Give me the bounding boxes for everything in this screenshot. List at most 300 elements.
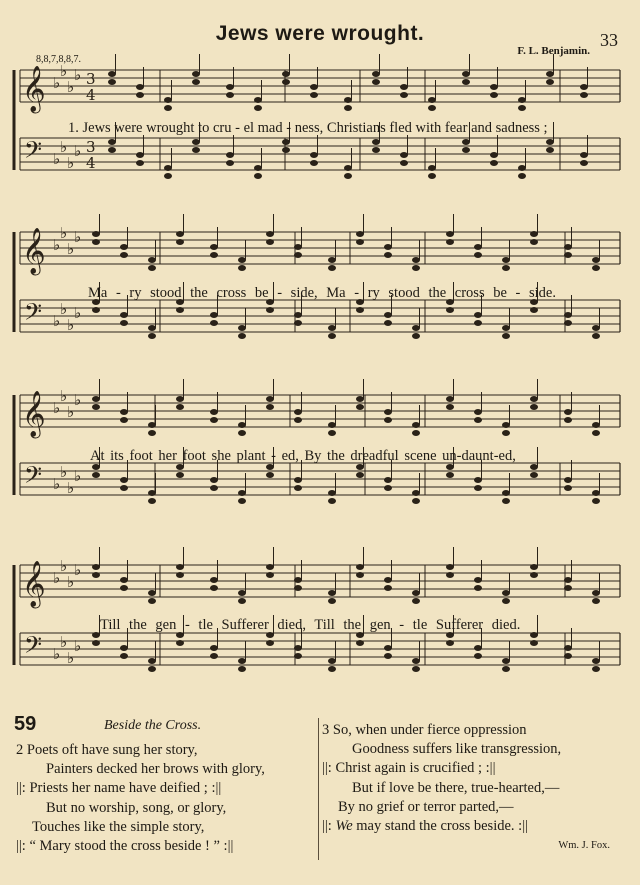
note-head bbox=[310, 160, 318, 166]
author-credit: Wm. J. Fox. bbox=[558, 840, 610, 851]
time-signature: 4 bbox=[86, 154, 96, 172]
note-head bbox=[210, 244, 218, 250]
note-head bbox=[592, 422, 600, 428]
note-head bbox=[176, 564, 184, 570]
note-head bbox=[564, 485, 572, 491]
note-head bbox=[328, 422, 336, 428]
note-head bbox=[580, 152, 588, 158]
note-head bbox=[210, 577, 218, 583]
note-head bbox=[210, 252, 218, 258]
note-head bbox=[530, 640, 538, 646]
note-head bbox=[120, 417, 128, 423]
note-head bbox=[564, 477, 572, 483]
note-head bbox=[238, 658, 246, 664]
treble-clef: 𝄞 bbox=[22, 228, 46, 274]
note-head bbox=[328, 265, 336, 271]
lyric-line-1: 1. Jews were wrought to cru - el mad - ness, Christians fled with fear and sadness ; bbox=[68, 120, 548, 136]
note-head bbox=[384, 244, 392, 250]
note-head bbox=[254, 97, 262, 103]
note-head bbox=[238, 257, 246, 263]
note-head bbox=[238, 490, 246, 496]
note-head bbox=[164, 165, 172, 171]
note-head bbox=[136, 92, 144, 98]
flat-sign: ♭ bbox=[74, 637, 82, 655]
note-head bbox=[592, 325, 600, 331]
note-head bbox=[462, 147, 470, 153]
note-head bbox=[92, 564, 100, 570]
note-head bbox=[238, 590, 246, 596]
note-head bbox=[446, 307, 454, 313]
note-head bbox=[210, 477, 218, 483]
note-head bbox=[294, 417, 302, 423]
note-head bbox=[210, 312, 218, 318]
note-head bbox=[502, 490, 510, 496]
verse-line: ||: “ Mary stood the cross beside ! ” :|| bbox=[16, 838, 234, 855]
note-head bbox=[580, 160, 588, 166]
flat-sign: ♭ bbox=[67, 479, 75, 497]
note-head bbox=[328, 430, 336, 436]
flat-sign: ♭ bbox=[53, 399, 61, 417]
note-head bbox=[462, 139, 470, 145]
note-head bbox=[148, 325, 156, 331]
verse-line: 3 So, when under fierce oppression bbox=[322, 722, 527, 738]
flat-sign: ♭ bbox=[53, 150, 61, 168]
note-head bbox=[266, 640, 274, 646]
note-head bbox=[474, 244, 482, 250]
note-head bbox=[502, 333, 510, 339]
flat-sign: ♭ bbox=[74, 304, 82, 322]
note-head bbox=[148, 265, 156, 271]
note-head bbox=[462, 79, 470, 85]
note-head bbox=[226, 92, 234, 98]
note-head bbox=[384, 645, 392, 651]
note-head bbox=[266, 239, 274, 245]
note-head bbox=[148, 498, 156, 504]
note-head bbox=[474, 585, 482, 591]
flat-sign: ♭ bbox=[53, 74, 61, 92]
verse-line: Goodness suffers like transgression, bbox=[352, 741, 562, 758]
note-head bbox=[148, 598, 156, 604]
note-head bbox=[164, 105, 172, 111]
note-head bbox=[92, 239, 100, 245]
note-head bbox=[490, 84, 498, 90]
flat-sign: ♭ bbox=[67, 316, 75, 334]
note-head bbox=[384, 485, 392, 491]
note-head bbox=[502, 658, 510, 664]
note-head bbox=[282, 79, 290, 85]
note-head bbox=[266, 396, 274, 402]
note-head bbox=[148, 422, 156, 428]
note-head bbox=[92, 231, 100, 237]
note-head bbox=[530, 472, 538, 478]
note-head bbox=[412, 498, 420, 504]
note-head bbox=[148, 590, 156, 596]
note-head bbox=[564, 320, 572, 326]
note-head bbox=[530, 239, 538, 245]
note-head bbox=[502, 430, 510, 436]
note-head bbox=[564, 417, 572, 423]
note-head bbox=[176, 404, 184, 410]
verse-line: Touches like the simple story, bbox=[32, 818, 205, 835]
note-head bbox=[120, 320, 128, 326]
note-head bbox=[446, 472, 454, 478]
note-head bbox=[108, 139, 116, 145]
note-head bbox=[120, 477, 128, 483]
note-head bbox=[310, 84, 318, 90]
note-head bbox=[446, 572, 454, 578]
lyric-line-4: Till the gen - tle Sufferer died, Till the gen - tle Sufferer died. bbox=[100, 617, 521, 633]
note-head bbox=[428, 165, 436, 171]
note-head bbox=[136, 152, 144, 158]
note-head bbox=[344, 105, 352, 111]
note-head bbox=[294, 585, 302, 591]
flat-sign: ♭ bbox=[60, 62, 68, 80]
time-signature: 3 bbox=[86, 138, 96, 156]
note-head bbox=[372, 79, 380, 85]
flat-sign: ♭ bbox=[74, 142, 82, 160]
note-head bbox=[344, 165, 352, 171]
note-head bbox=[210, 320, 218, 326]
note-head bbox=[92, 640, 100, 646]
note-head bbox=[592, 265, 600, 271]
note-head bbox=[120, 252, 128, 258]
flat-sign: ♭ bbox=[53, 236, 61, 254]
note-head bbox=[462, 71, 470, 77]
note-head bbox=[412, 430, 420, 436]
hymn-title-heading: Jews were wrought. bbox=[215, 22, 425, 45]
verse-line: ||: Priests her name have deified ; :|| bbox=[16, 780, 222, 797]
note-head bbox=[176, 640, 184, 646]
note-head bbox=[108, 147, 116, 153]
note-head bbox=[282, 139, 290, 145]
note-head bbox=[384, 409, 392, 415]
note-head bbox=[412, 333, 420, 339]
note-head bbox=[294, 252, 302, 258]
note-head bbox=[120, 577, 128, 583]
note-head bbox=[546, 71, 554, 77]
lyric-line-3: At its foot her foot she plant - ed, By the dreadful scene un-daunt-ed, bbox=[90, 448, 516, 464]
flat-sign: ♭ bbox=[74, 561, 82, 579]
note-head bbox=[474, 653, 482, 659]
flat-sign: ♭ bbox=[60, 557, 68, 575]
note-head bbox=[356, 307, 364, 313]
note-head bbox=[226, 152, 234, 158]
note-head bbox=[92, 396, 100, 402]
note-head bbox=[564, 312, 572, 318]
note-head bbox=[344, 173, 352, 179]
note-head bbox=[356, 640, 364, 646]
flat-sign: ♭ bbox=[53, 475, 61, 493]
note-head bbox=[564, 585, 572, 591]
note-head bbox=[148, 490, 156, 496]
note-head bbox=[294, 577, 302, 583]
flat-sign: ♭ bbox=[74, 66, 82, 84]
verse-line: By no grief or terror parted,— bbox=[338, 798, 514, 815]
verse-line: But no worship, song, or glory, bbox=[46, 799, 227, 816]
flat-sign: ♭ bbox=[74, 391, 82, 409]
verse-line: 2 Poets oft have sung her story, bbox=[16, 742, 198, 758]
note-head bbox=[412, 658, 420, 664]
note-head bbox=[446, 239, 454, 245]
note-head bbox=[446, 640, 454, 646]
note-head bbox=[328, 658, 336, 664]
note-head bbox=[530, 307, 538, 313]
note-head bbox=[192, 71, 200, 77]
note-head bbox=[546, 147, 554, 153]
note-head bbox=[592, 498, 600, 504]
note-head bbox=[328, 490, 336, 496]
note-head bbox=[282, 147, 290, 153]
verse-line: ||: We may stand the cross beside. :|| bbox=[322, 818, 528, 835]
note-head bbox=[474, 485, 482, 491]
note-head bbox=[564, 653, 572, 659]
note-head bbox=[328, 325, 336, 331]
flat-sign: ♭ bbox=[67, 649, 75, 667]
flat-sign: ♭ bbox=[53, 645, 61, 663]
note-head bbox=[474, 409, 482, 415]
note-head bbox=[518, 97, 526, 103]
note-head bbox=[356, 572, 364, 578]
note-head bbox=[176, 396, 184, 402]
note-head bbox=[238, 422, 246, 428]
note-head bbox=[502, 666, 510, 672]
verse-line: ||: Christ again is crucified ; :|| bbox=[322, 760, 496, 777]
note-head bbox=[238, 430, 246, 436]
note-head bbox=[164, 97, 172, 103]
note-head bbox=[518, 173, 526, 179]
note-head bbox=[266, 564, 274, 570]
note-head bbox=[92, 572, 100, 578]
note-head bbox=[502, 422, 510, 428]
note-head bbox=[108, 79, 116, 85]
note-head bbox=[530, 231, 538, 237]
note-head bbox=[400, 152, 408, 158]
note-head bbox=[372, 139, 380, 145]
note-head bbox=[546, 79, 554, 85]
note-head bbox=[226, 84, 234, 90]
note-head bbox=[518, 165, 526, 171]
note-head bbox=[294, 645, 302, 651]
flat-sign: ♭ bbox=[60, 387, 68, 405]
note-head bbox=[210, 645, 218, 651]
note-head bbox=[266, 572, 274, 578]
bass-clef: 𝄢 bbox=[24, 136, 43, 169]
flat-sign: ♭ bbox=[67, 403, 75, 421]
note-head bbox=[474, 477, 482, 483]
note-head bbox=[356, 404, 364, 410]
note-head bbox=[384, 653, 392, 659]
note-head bbox=[446, 396, 454, 402]
note-head bbox=[148, 666, 156, 672]
note-head bbox=[474, 417, 482, 423]
note-head bbox=[592, 430, 600, 436]
note-head bbox=[294, 244, 302, 250]
note-head bbox=[400, 92, 408, 98]
flat-sign: ♭ bbox=[67, 240, 75, 258]
flat-sign: ♭ bbox=[60, 463, 68, 481]
bass-clef: 𝄢 bbox=[24, 298, 43, 331]
note-head bbox=[592, 658, 600, 664]
note-head bbox=[356, 239, 364, 245]
note-head bbox=[400, 160, 408, 166]
note-head bbox=[328, 666, 336, 672]
verse-2 bbox=[16, 741, 265, 856]
note-head bbox=[254, 105, 262, 111]
time-signature: 3 bbox=[86, 70, 96, 88]
note-head bbox=[502, 598, 510, 604]
note-head bbox=[294, 320, 302, 326]
note-head bbox=[474, 252, 482, 258]
note-head bbox=[490, 152, 498, 158]
note-head bbox=[266, 472, 274, 478]
note-head bbox=[446, 564, 454, 570]
bass-clef: 𝄢 bbox=[24, 631, 43, 664]
note-head bbox=[210, 585, 218, 591]
note-head bbox=[120, 645, 128, 651]
note-head bbox=[502, 325, 510, 331]
note-head bbox=[384, 577, 392, 583]
note-head bbox=[328, 333, 336, 339]
note-head bbox=[412, 325, 420, 331]
note-head bbox=[238, 265, 246, 271]
note-head bbox=[356, 564, 364, 570]
note-head bbox=[176, 307, 184, 313]
note-head bbox=[226, 160, 234, 166]
note-head bbox=[400, 84, 408, 90]
bass-clef: 𝄢 bbox=[24, 461, 43, 494]
note-head bbox=[530, 396, 538, 402]
note-head bbox=[254, 165, 262, 171]
composer-credit: F. L. Benjamin. bbox=[517, 45, 590, 57]
page-number: 33 bbox=[600, 30, 618, 50]
note-head bbox=[428, 105, 436, 111]
flat-sign: ♭ bbox=[53, 569, 61, 587]
note-head bbox=[490, 92, 498, 98]
hymn-subtitle: Beside the Cross. bbox=[104, 718, 202, 733]
note-head bbox=[164, 173, 172, 179]
note-head bbox=[310, 92, 318, 98]
note-head bbox=[384, 585, 392, 591]
note-head bbox=[328, 598, 336, 604]
note-head bbox=[356, 231, 364, 237]
column-divider bbox=[318, 718, 319, 860]
verse-line: But if love be there, true-hearted,— bbox=[352, 779, 560, 796]
verse-line: Painters decked her brows with glory, bbox=[46, 761, 265, 778]
note-head bbox=[238, 598, 246, 604]
note-head bbox=[412, 598, 420, 604]
flat-sign: ♭ bbox=[74, 467, 82, 485]
note-head bbox=[120, 485, 128, 491]
note-head bbox=[446, 404, 454, 410]
note-head bbox=[564, 252, 572, 258]
note-head bbox=[592, 590, 600, 596]
note-head bbox=[136, 84, 144, 90]
note-head bbox=[384, 312, 392, 318]
treble-clef: 𝄞 bbox=[22, 66, 46, 112]
note-head bbox=[518, 105, 526, 111]
note-head bbox=[412, 257, 420, 263]
flat-sign: ♭ bbox=[74, 228, 82, 246]
note-head bbox=[192, 139, 200, 145]
note-head bbox=[474, 577, 482, 583]
treble-clef: 𝄞 bbox=[22, 391, 46, 437]
note-head bbox=[474, 645, 482, 651]
note-head bbox=[192, 147, 200, 153]
note-head bbox=[530, 404, 538, 410]
note-head bbox=[384, 417, 392, 423]
note-head bbox=[490, 160, 498, 166]
flat-sign: ♭ bbox=[53, 312, 61, 330]
note-head bbox=[148, 430, 156, 436]
note-head bbox=[530, 632, 538, 638]
verse-italic-word: We bbox=[335, 818, 353, 835]
note-head bbox=[310, 152, 318, 158]
note-head bbox=[530, 564, 538, 570]
note-head bbox=[412, 490, 420, 496]
note-head bbox=[136, 160, 144, 166]
note-head bbox=[502, 265, 510, 271]
hymn-number: 59 bbox=[14, 713, 37, 735]
note-head bbox=[238, 666, 246, 672]
flat-sign: ♭ bbox=[67, 154, 75, 172]
note-head bbox=[592, 490, 600, 496]
note-head bbox=[120, 653, 128, 659]
note-head bbox=[502, 590, 510, 596]
note-head bbox=[546, 139, 554, 145]
note-head bbox=[266, 307, 274, 313]
lyric-line-2: Ma - ry stood the cross be - side, Ma - ry stood the cross be - side. bbox=[88, 285, 556, 301]
note-head bbox=[412, 422, 420, 428]
note-head bbox=[92, 632, 100, 638]
note-head bbox=[412, 666, 420, 672]
flat-sign: ♭ bbox=[60, 633, 68, 651]
note-head bbox=[356, 472, 364, 478]
flat-sign: ♭ bbox=[60, 224, 68, 242]
note-head bbox=[108, 71, 116, 77]
note-head bbox=[474, 320, 482, 326]
note-head bbox=[148, 658, 156, 664]
time-signature: 4 bbox=[86, 86, 96, 104]
note-head bbox=[372, 147, 380, 153]
note-head bbox=[210, 409, 218, 415]
flat-sign: ♭ bbox=[67, 573, 75, 591]
note-head bbox=[592, 257, 600, 263]
note-head bbox=[384, 252, 392, 258]
note-head bbox=[530, 572, 538, 578]
note-head bbox=[266, 231, 274, 237]
note-head bbox=[92, 404, 100, 410]
note-head bbox=[238, 498, 246, 504]
note-head bbox=[592, 598, 600, 604]
note-head bbox=[294, 653, 302, 659]
note-head bbox=[148, 257, 156, 263]
note-head bbox=[328, 498, 336, 504]
note-head bbox=[502, 257, 510, 263]
note-head bbox=[120, 244, 128, 250]
note-head bbox=[428, 173, 436, 179]
note-head bbox=[120, 312, 128, 318]
note-head bbox=[238, 325, 246, 331]
note-head bbox=[92, 472, 100, 478]
note-head bbox=[372, 71, 380, 77]
note-head bbox=[148, 333, 156, 339]
note-head bbox=[210, 417, 218, 423]
note-head bbox=[282, 71, 290, 77]
note-head bbox=[176, 472, 184, 478]
note-head bbox=[474, 312, 482, 318]
note-head bbox=[564, 244, 572, 250]
flat-sign: ♭ bbox=[60, 138, 68, 156]
